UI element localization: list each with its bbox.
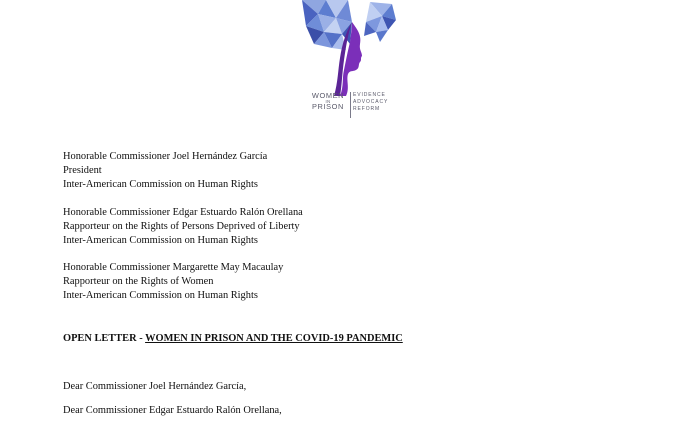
recipient-title: President: [63, 165, 102, 176]
letter-subject: [63, 333, 403, 344]
recipient-title: Rapporteur on the Rights of Persons Deprived of Liberty: [63, 221, 300, 232]
butterfly-face-icon: [296, 0, 406, 96]
recipient-org: Inter-American Commission on Human Rights: [63, 179, 258, 190]
women-in-prison-logo: [296, 0, 406, 122]
recipient-title: Rapporteur on the Rights of Women: [63, 276, 214, 287]
salutation-1: Dear Commissioner Joel Hernández García,: [63, 381, 247, 392]
subject-prefix: OPEN LETTER -: [63, 333, 146, 344]
recipient-name: Honorable Commissioner Joel Hernández García: [63, 151, 268, 162]
recipient-name: Honorable Commissioner Edgar Estuardo Ralón Orellana: [63, 207, 303, 218]
subject-title: WOMEN IN PRISON AND THE COVID-19 PANDEMIC: [145, 333, 403, 344]
recipient-block-1: [63, 150, 267, 192]
recipient-name: Honorable Commissioner Margarette May Macaulay: [63, 262, 284, 273]
recipient-block-3: [63, 261, 283, 303]
recipient-org: Inter-American Commission on Human Rights: [63, 235, 258, 246]
logo-wordmark: [308, 92, 394, 122]
logo-word-in: IN: [325, 98, 331, 104]
recipient-org: Inter-American Commission on Human Rights: [63, 290, 258, 301]
logo-word-evidence: EVIDENCE: [353, 92, 386, 98]
logo-word-reform: REFORM: [353, 106, 381, 112]
logo-word-advocacy: ADVOCACY: [353, 99, 389, 105]
recipient-block-2: [63, 206, 303, 248]
salutation-2: Dear Commissioner Edgar Estuardo Ralón Orellana,: [63, 405, 282, 416]
logo-word-prison: PRISON: [312, 102, 344, 112]
logo-word-women: WOMEN: [311, 91, 345, 100]
logo-divider: [350, 92, 351, 118]
